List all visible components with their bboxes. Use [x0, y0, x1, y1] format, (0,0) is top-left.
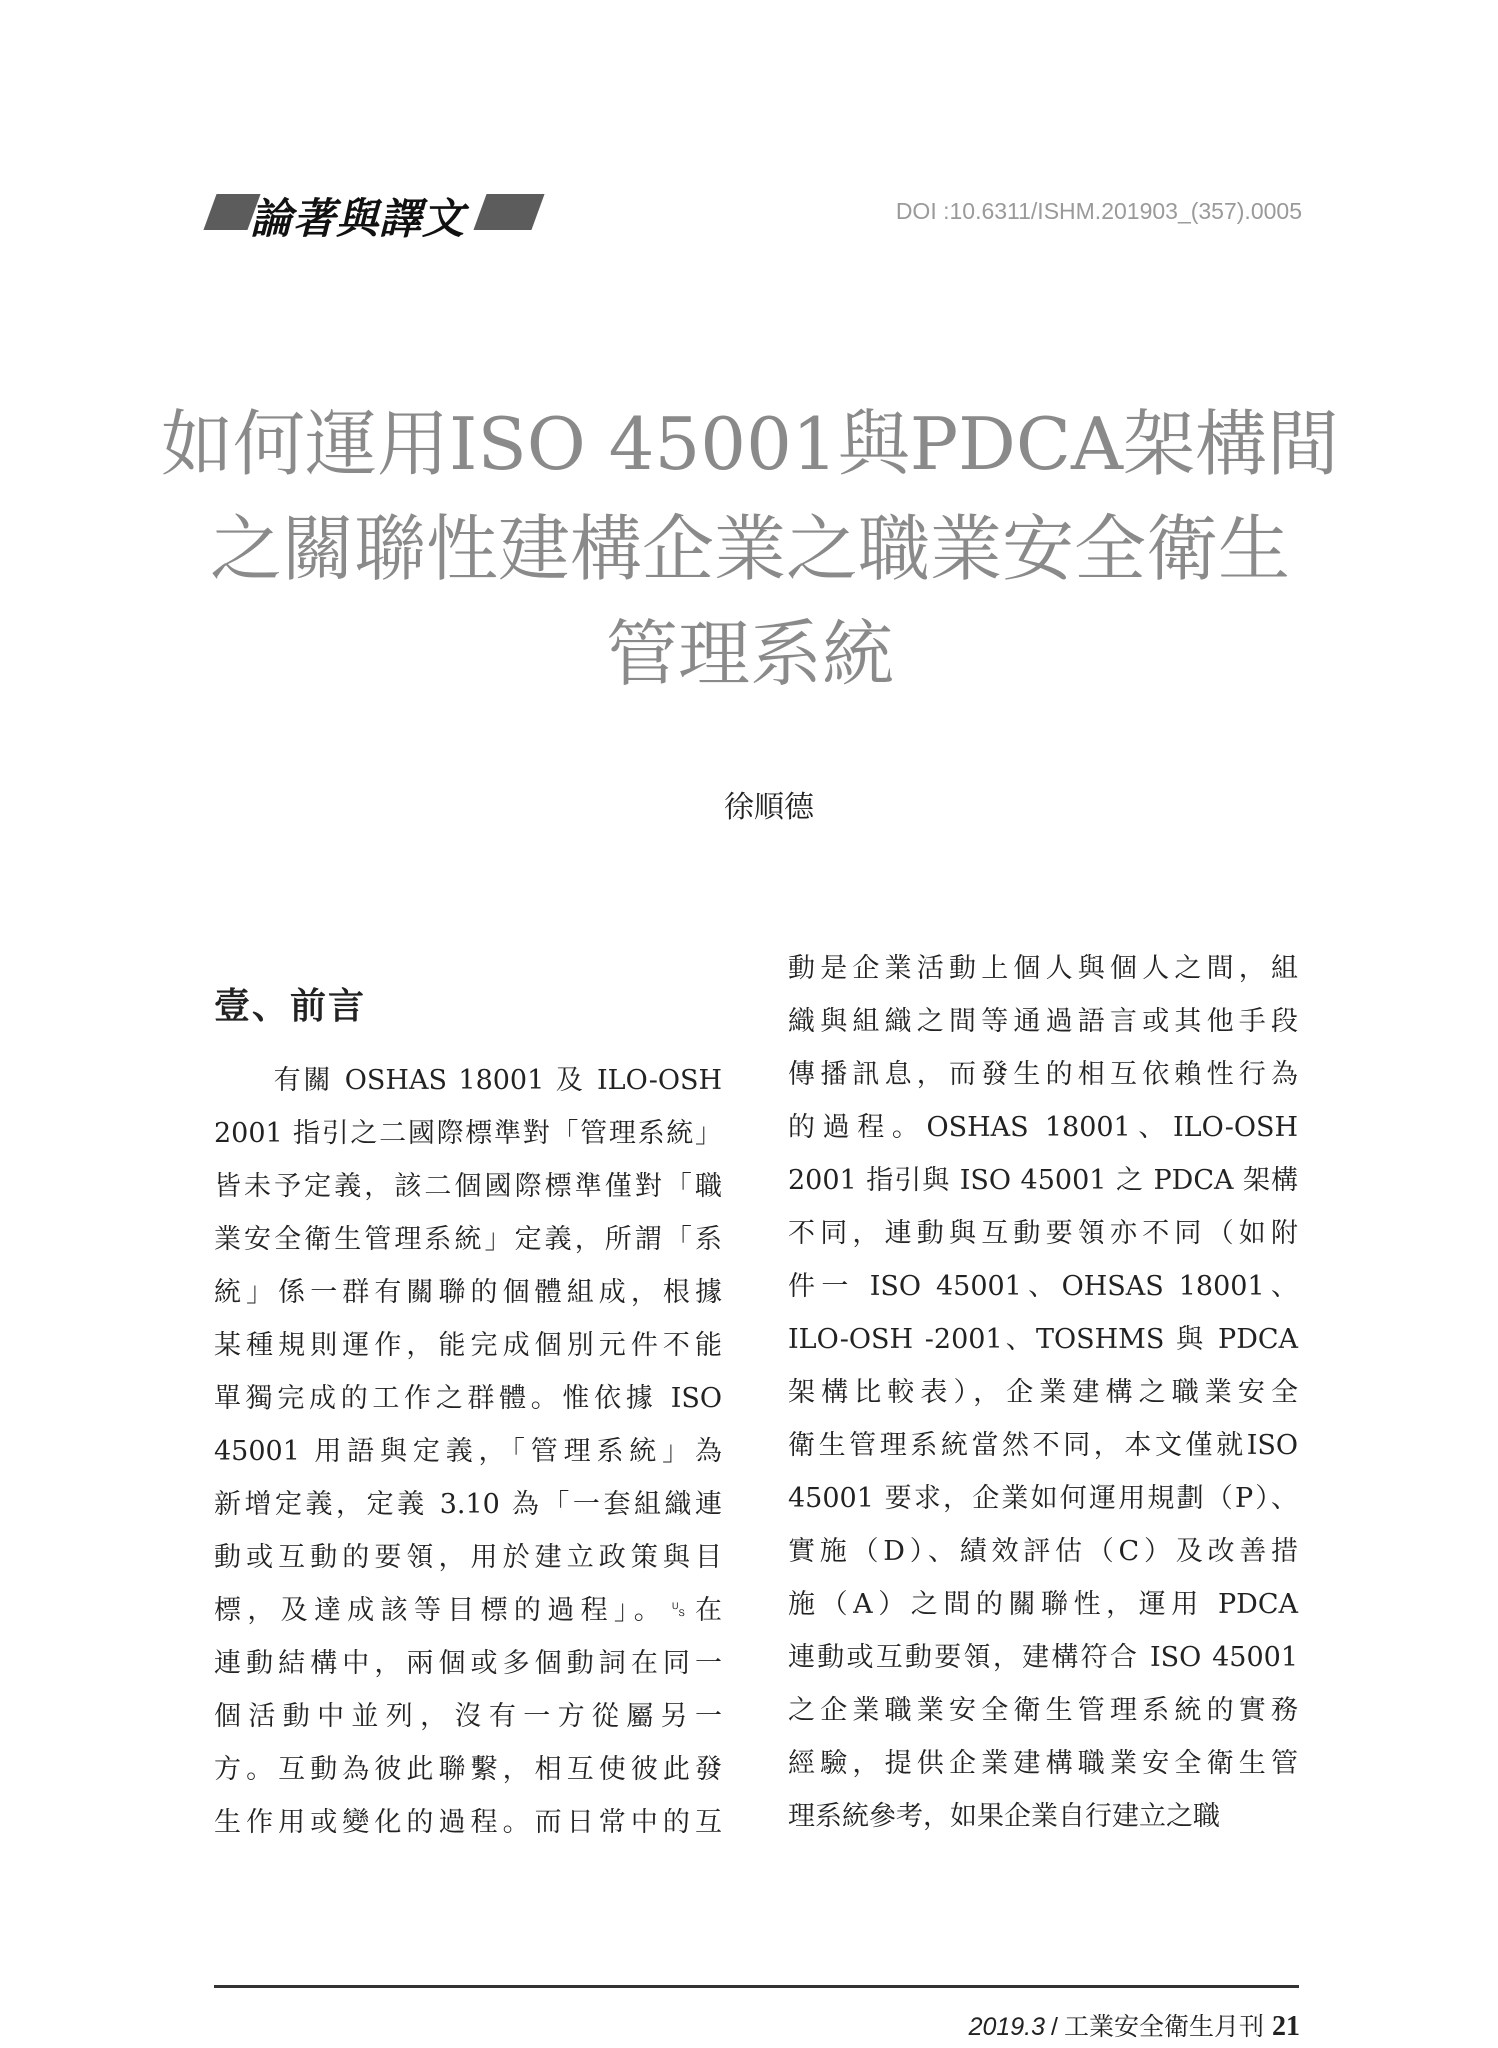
right-text-column	[788, 942, 1298, 1843]
text-line: 動是企業活動上個人與個人之間，組	[788, 953, 1298, 984]
text-line: 45001 要求，企業如何運用規劃（P）、	[788, 1483, 1298, 1514]
text-line: 架構比較表），企業建構之職業安全	[788, 1377, 1298, 1408]
text-line: 45001 用語與定義，「管理系統」為	[214, 1436, 722, 1467]
text-line: 理系統參考，如果企業自行建立之職	[788, 1801, 1220, 1832]
text-line: 新增定義，定義 3.10 為「一套組織連	[214, 1489, 722, 1520]
journal-name: 工業安全衛生月刊	[1063, 2012, 1264, 2041]
text-line: 施（A）之間的關聯性，運用 PDCA	[788, 1589, 1298, 1620]
footer-separator: /	[1051, 2013, 1058, 2041]
text-line: 經驗，提供企業建構職業安全衛生管	[788, 1748, 1298, 1779]
issue-date: 2019.3	[968, 2013, 1046, 2041]
text-line: 標，及達成該等目標的過程」。␟在	[214, 1595, 722, 1626]
section-tag	[210, 190, 540, 243]
author-name: 徐順德	[724, 790, 814, 825]
text-line: 動或互動的要領，用於建立政策與目	[214, 1542, 722, 1573]
text-line: 連動結構中，兩個或多個動詞在同一	[214, 1648, 722, 1679]
doi-label: DOI :10.6311/ISHM.201903_(357).0005	[895, 198, 1302, 224]
footer-rule	[214, 1985, 1299, 1988]
section-tag-label: 論著與譯文	[250, 194, 466, 243]
text-line: 實施（D）、績效評估（C）及改善措	[788, 1536, 1298, 1567]
page-footer	[969, 2007, 1300, 2043]
title-line: 之關聯性建構企業之職業安全衛生	[209, 507, 1290, 591]
article-title	[150, 392, 1350, 707]
text-line: ILO-OSH -2001、TOSHMS 與 PDCA	[788, 1324, 1298, 1355]
text-line: 2001 指引與 ISO 45001 之 PDCA 架構	[788, 1165, 1298, 1196]
text-line: 個活動中並列，沒有一方從屬另一	[214, 1701, 722, 1732]
text-line: 2001 指引之二國際標準對「管理系統」	[214, 1118, 722, 1149]
text-line: 衛生管理系統當然不同，本文僅就ISO	[788, 1430, 1298, 1461]
text-line: 有關 OSHAS 18001 及 ILO-OSH	[214, 1065, 722, 1096]
section-heading: 壹、前言	[214, 986, 367, 1027]
text-line: 不同，連動與互動要領亦不同（如附	[788, 1218, 1298, 1249]
text-line: 件一 ISO 45001、OHSAS 18001、	[788, 1271, 1298, 1302]
text-line: 業安全衛生管理系統」定義，所謂「系	[214, 1224, 722, 1255]
left-text-column	[214, 1054, 722, 1849]
text-line: 之企業職業安全衛生管理系統的實務	[788, 1695, 1298, 1726]
title-line: 管理系統	[605, 612, 894, 696]
title-line: 如何運用ISO 45001與PDCA架構間	[161, 402, 1339, 486]
text-line: 織與組織之間等通過語言或其他手段	[788, 1006, 1298, 1037]
text-line: 傳播訊息，而發生的相互依賴性行為	[788, 1059, 1298, 1090]
text-line: 單獨完成的工作之群體。惟依據 ISO	[214, 1383, 722, 1414]
text-line: 統」係一群有關聯的個體組成，根據	[214, 1277, 722, 1308]
text-line: 方。互動為彼此聯繫，相互使彼此發	[214, 1754, 722, 1785]
text-line: 生作用或變化的過程。而日常中的互	[214, 1807, 722, 1838]
section-tag-bar-right	[473, 194, 544, 230]
page-number: 21	[1272, 2011, 1300, 2042]
text-line: 的過程。OSHAS 18001、ILO-OSH	[788, 1112, 1298, 1143]
text-line: 皆未予定義，該二個國際標準僅對「職	[214, 1171, 722, 1202]
text-line: 連動或互動要領，建構符合 ISO 45001	[788, 1642, 1298, 1673]
text-line: 某種規則運作，能完成個別元件不能	[214, 1330, 722, 1361]
